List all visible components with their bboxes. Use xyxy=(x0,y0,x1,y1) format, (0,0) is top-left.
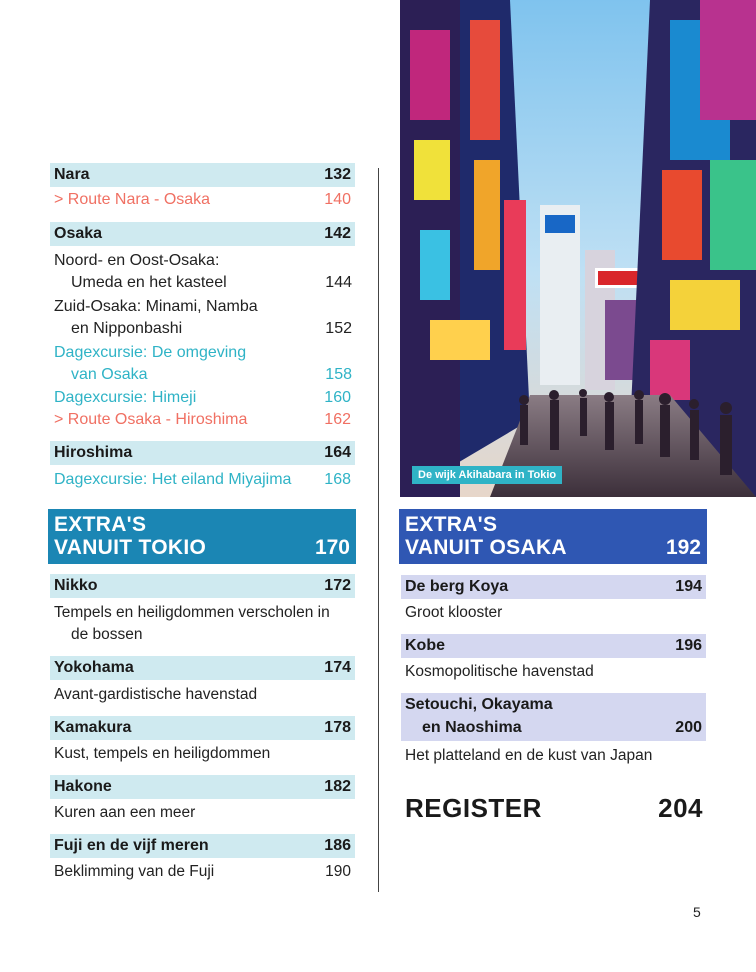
entry-page: 152 xyxy=(325,320,352,337)
entry-title: Beklimming van de Fuji xyxy=(54,863,215,880)
extras-page: 192 xyxy=(665,536,701,559)
entry-title-line2: en Nipponbashi xyxy=(71,320,183,337)
register-page: 204 xyxy=(658,793,703,823)
entry-title: Nara xyxy=(54,166,90,183)
toc-entry-noord[interactable] xyxy=(54,250,352,294)
column-divider xyxy=(378,168,379,892)
desc-line2: de bossen xyxy=(71,626,143,643)
toc-entry-fuji[interactable] xyxy=(50,834,355,858)
entry-page: 200 xyxy=(675,719,702,736)
extras-title: VANUIT TOKIO xyxy=(54,536,207,559)
entry-title-line2: van Osaka xyxy=(71,366,148,383)
toc-entry-nara[interactable] xyxy=(50,163,355,187)
city-street-illustration xyxy=(400,0,756,497)
entry-title-line1: Dagexcursie: De omgeving xyxy=(54,344,247,361)
toc-entry-setouchi[interactable] xyxy=(401,693,706,741)
toc-entry-yokohama-desc: Avant-gardistische havenstad xyxy=(54,686,258,703)
entry-page: 132 xyxy=(324,166,351,183)
entry-page: 186 xyxy=(324,837,351,854)
toc-entry-koya[interactable] xyxy=(401,575,706,599)
entry-title: Hiroshima xyxy=(54,444,133,461)
toc-entry-route-nara[interactable] xyxy=(50,189,355,211)
entry-page: 172 xyxy=(324,577,351,594)
entry-title: De berg Koya xyxy=(405,578,509,595)
akihabara-photo xyxy=(400,0,756,497)
entry-title: Kobe xyxy=(405,637,445,654)
entry-title: Osaka xyxy=(54,225,103,242)
extras-title: VANUIT OSAKA xyxy=(405,536,567,559)
entry-title: Dagexcursie: Himeji xyxy=(54,389,197,406)
toc-entry-hiroshima[interactable] xyxy=(50,441,355,465)
entry-page: 194 xyxy=(675,578,702,595)
entry-page: 190 xyxy=(325,863,351,880)
toc-entry-fuji-climb[interactable] xyxy=(50,861,355,883)
entry-title: > Route Osaka - Hiroshima xyxy=(54,411,248,428)
extras-page: 170 xyxy=(314,536,350,559)
entry-page: 164 xyxy=(324,444,351,461)
entry-page: 178 xyxy=(324,719,351,736)
register-title: REGISTER xyxy=(405,793,542,823)
entry-page: 158 xyxy=(325,366,352,383)
toc-entry-yokohama[interactable] xyxy=(50,656,355,680)
toc-entry-hakone[interactable] xyxy=(50,775,355,799)
entry-page: 142 xyxy=(324,225,351,242)
toc-entry-nikko[interactable] xyxy=(50,574,355,598)
entry-title: Fuji en de vijf meren xyxy=(54,837,209,854)
toc-entry-hakone-desc: Kuren aan een meer xyxy=(54,804,196,821)
toc-entry-kamakura-desc: Kust, tempels en heiligdommen xyxy=(54,745,271,762)
toc-entry-kobe[interactable] xyxy=(401,634,706,658)
toc-entry-dagexcursie-miyajima[interactable] xyxy=(50,469,355,491)
photo-caption: De wijk Akihabara in Tokio xyxy=(412,466,562,484)
toc-entry-setouchi-desc: Het platteland en de kust van Japan xyxy=(405,747,653,764)
entry-page: 160 xyxy=(324,389,351,406)
toc-entry-register[interactable] xyxy=(405,793,703,824)
toc-entry-koya-desc: Groot klooster xyxy=(405,604,503,621)
entry-title-line2: Umeda en het kasteel xyxy=(71,274,227,291)
toc-entry-osaka[interactable] xyxy=(50,222,355,246)
page-number: 5 xyxy=(693,904,701,920)
desc-line1: Tempels en heiligdommen verscholen in xyxy=(54,604,330,621)
entry-page: 196 xyxy=(675,637,702,654)
extras-tokio-header[interactable] xyxy=(48,509,356,564)
entry-page: 144 xyxy=(325,274,352,291)
entry-page: 174 xyxy=(324,659,351,676)
entry-title-line1: Setouchi, Okayama xyxy=(405,696,553,713)
toc-entry-route-osaka[interactable] xyxy=(50,409,355,431)
entry-title-line2: en Naoshima xyxy=(422,719,522,736)
entry-title: Kamakura xyxy=(54,719,132,736)
toc-entry-dagexcursie-omgeving[interactable] xyxy=(54,342,352,386)
entry-page: 140 xyxy=(324,191,351,208)
entry-title-line1: Zuid-Osaka: Minami, Namba xyxy=(54,298,258,315)
extras-osaka-header[interactable] xyxy=(399,509,707,564)
toc-entry-zuid[interactable] xyxy=(54,296,352,340)
entry-title: Yokohama xyxy=(54,659,134,676)
toc-entry-nikko-desc xyxy=(54,602,354,646)
toc-entry-kobe-desc: Kosmopolitische havenstad xyxy=(405,663,594,680)
entry-page: 162 xyxy=(324,411,351,428)
entry-title: Hakone xyxy=(54,778,112,795)
entry-page: 182 xyxy=(324,778,351,795)
entry-title: Nikko xyxy=(54,577,98,594)
entry-page: 168 xyxy=(324,471,351,488)
entry-title-line1: Noord- en Oost-Osaka: xyxy=(54,252,220,269)
toc-entry-kamakura[interactable] xyxy=(50,716,355,740)
extras-label: EXTRA'S xyxy=(54,513,147,536)
extras-label: EXTRA'S xyxy=(405,513,498,536)
toc-entry-dagexcursie-himeji[interactable] xyxy=(50,387,355,409)
entry-title: > Route Nara - Osaka xyxy=(54,191,211,208)
entry-title: Dagexcursie: Het eiland Miyajima xyxy=(54,471,292,488)
